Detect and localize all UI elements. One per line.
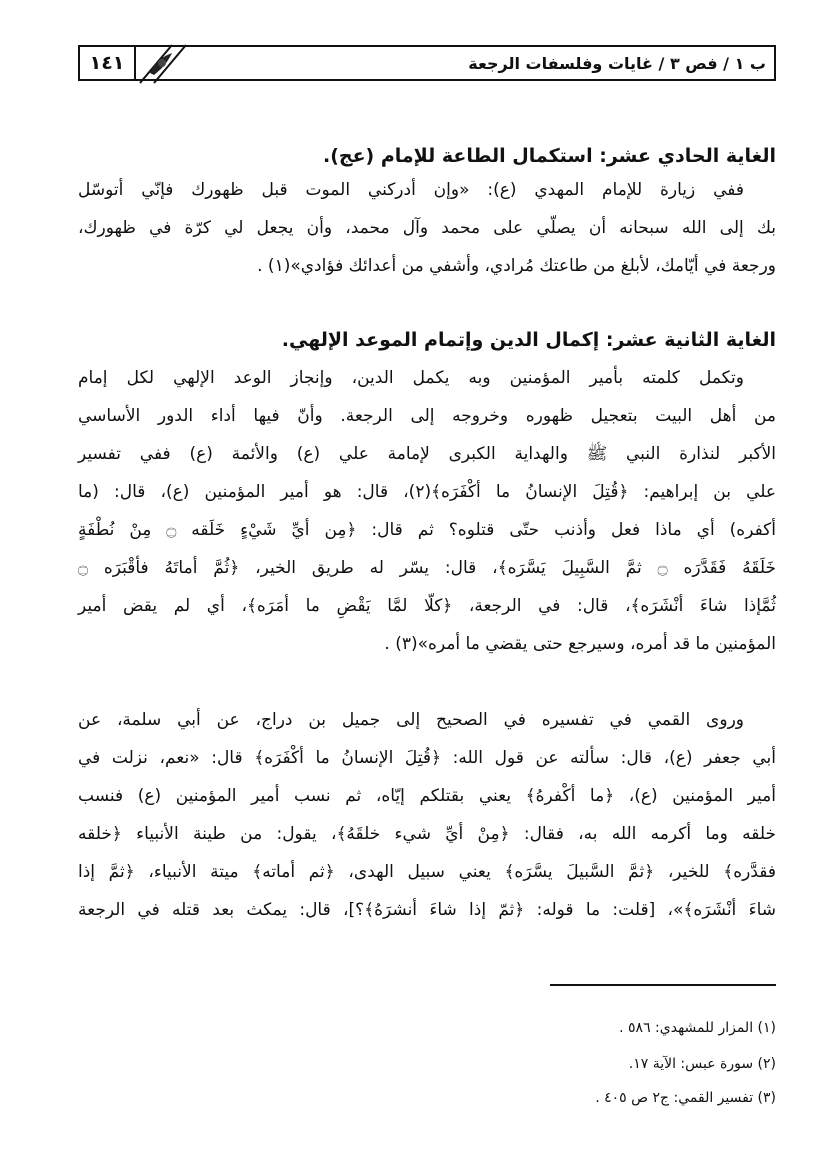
page-number: ١٤١ bbox=[80, 47, 136, 79]
text-line: المؤمنين ما قد أمره، وسيرجع حتى يقضي ما أمره»(٣) . bbox=[384, 634, 776, 654]
running-header bbox=[78, 45, 776, 81]
footnote: (٣) تفسير القمي: ج٢ ص ٤٠٥ . bbox=[595, 1090, 776, 1106]
text-line: أمير المؤمنين (ع)، ﴿ما أكْفرهُ﴾ يعني بقتلكم إيّاه، ثم نسب أمير المؤمنين (ع) فنسب bbox=[78, 786, 776, 806]
text-line: من أهل البيت بتعجيل ظهوره وخروجه إلى الرجعة. وأنّ فيها أداء الدور الأساسي bbox=[78, 406, 776, 426]
text-line: بك إلى الله سبحانه أن يصلّي على محمد وآل محمد، وأن يجعل لي كرّة في ظهورك، bbox=[78, 218, 776, 238]
text-line: وتكمل كلمته بأمير المؤمنين وبه يكمل الدين، وإنجاز الوعد الإلهي لكل إمام bbox=[78, 368, 744, 388]
footnote: (٢) سورة عبس: الآية ١٧. bbox=[628, 1056, 776, 1072]
footnote: (١) المزار للمشهدي: ٥٨٦ . bbox=[619, 1020, 776, 1036]
ornament-icon bbox=[132, 41, 192, 85]
text-line: ثُمَّإذا شاءَ أنْشَرَه﴾، قال: في الرجعة، ﴿كلّا لمَّا يَقْضِ ما أمَرَه﴾، أي لم يقض أمير bbox=[78, 596, 776, 616]
running-title: ب ١ / فص ٣ / غايات وفلسفات الرجعة bbox=[468, 53, 766, 73]
text-line: ففي زيارة للإمام المهدي (ع): «وإن أدركني الموت قبل ظهورك فإنّي أتوسّل bbox=[78, 180, 744, 200]
text-line: ورجعة في أيّامك، لأبلغ من طاعتك مُرادي، وأشفي من أعدائك فؤادي»(١) . bbox=[257, 256, 776, 276]
text-line: خلقه وما أكرمه الله به، فقال: ﴿مِنْ أيِّ شيء خلقَهُ﴾، يقول: من طينة الأنبياء ﴿خلقه bbox=[78, 824, 776, 844]
text-line: خَلَقَهُ فَقَدَّرَه ۝ ثمَّ السَّبِيلَ يَسَّرَه﴾، قال: يسّر له طريق الخير، ﴿ثُمَّ أماتَهُ فأقْبَرَه ۝ bbox=[78, 558, 776, 578]
text-line: الأكبر لنذارة النبي ﷺ والهداية الكبرى لإمامة علي (ع) والأئمة (ع) ففي تفسير bbox=[78, 444, 776, 464]
footnote-divider bbox=[550, 984, 776, 986]
text-line: وروى القمي في تفسيره في الصحيح إلى جميل بن دراج، عن أبي سلمة، عن bbox=[78, 710, 744, 730]
text-line: فقدَّره﴾ للخير، ﴿ثمَّ السَّبيلَ يسَّرَه﴾ يعني سبيل الهدى، ﴿ثم أماته﴾ ميتة الأنبياء، ﴿ثمَّ إذا bbox=[78, 862, 776, 882]
text-line: أكفره) أي ماذا فعل وأذنب حتّى قتلوه؟ ثم قال: ﴿مِن أيِّ شَيْءٍ خَلَقه ۝ مِنْ نُطْفَةٍ bbox=[78, 520, 776, 540]
section-heading: الغاية الثانية عشر: إكمال الدين وإتمام الموعد الإلهي. bbox=[281, 329, 776, 351]
section-heading: الغاية الحادي عشر: استكمال الطاعة للإمام (عج). bbox=[322, 145, 776, 167]
text-line: علي بن إبراهيم: ﴿قُتِلَ الإنسانُ ما أكْفَرَه﴾(٢)، قال: هو أمير المؤمنين (ع)، قال: (ما bbox=[78, 482, 777, 502]
text-line: شاءَ أنْشَرَه﴾»، [قلت: ما قوله: ﴿ثمّ إذا شاءَ أنشرَهُ﴾؟]، قال: يمكث بعد قتله في الرجعة bbox=[78, 900, 776, 920]
text-line: أبي جعفر (ع)، قال: سألته عن قول الله: ﴿قُتِلَ الإنسانُ ما أكْفَرَه﴾ قال: «نعم، نزلت في bbox=[78, 748, 776, 768]
